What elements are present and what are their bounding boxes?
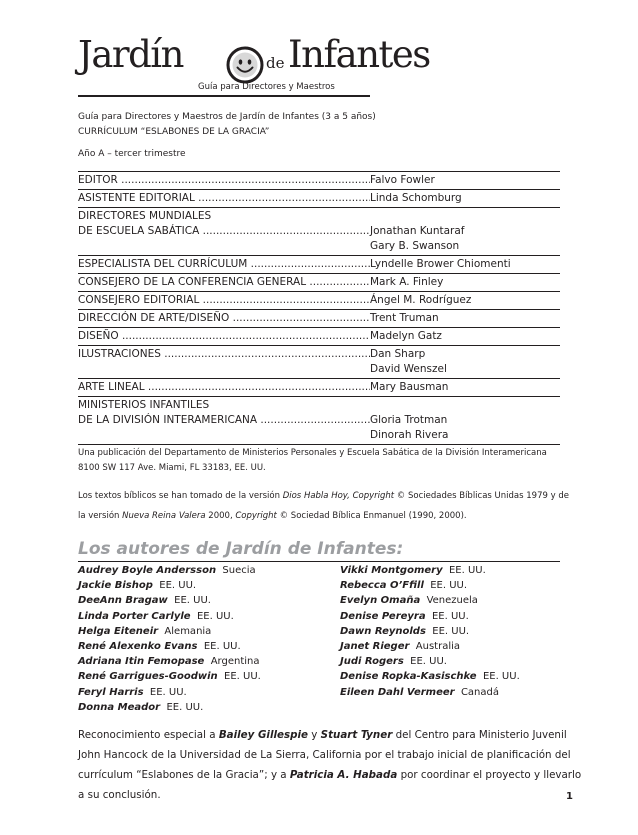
staff-role: EDITOR ..... — [78, 173, 370, 188]
divider — [78, 207, 560, 208]
author-country: Alemania — [164, 625, 212, 637]
publication-line: Una publicación del Departamento de Ministerios Personales y Escuela Sabática de la División Interamericana — [78, 448, 547, 458]
note-italic: Nueva Reina Valera — [122, 511, 206, 521]
logo-text-de: de — [266, 54, 285, 72]
staff-name: Linda Schomburg — [370, 192, 462, 204]
author-entry — [78, 700, 261, 715]
author-entry — [78, 669, 261, 684]
author-country: EE. UU. — [448, 565, 486, 576]
note-text: Los textos bíblicos se han tomado de la versión — [78, 491, 283, 501]
author-country: EE. UU. — [174, 595, 211, 607]
author-country: EE. UU. — [159, 580, 197, 592]
divider — [78, 309, 560, 310]
staff-name: Trent Truman — [370, 312, 439, 324]
staff-role-line: MINISTERIOS INFANTILES — [78, 399, 210, 411]
author-country: EE. UU. — [203, 641, 241, 653]
staff-name: Gloria Trotman — [370, 414, 448, 426]
author-entry — [78, 685, 261, 700]
staff-name: Madelyn Gatz — [370, 330, 442, 342]
ack-text: del Centro para Ministerio Juvenil John Hancock de la Universidad de La Sierra, California por el trabajo inicial de planificación del currículum “Eslabones de la Gracia”; y a — [78, 729, 571, 781]
authors-heading: Los autores de Jardín de Infantes: — [78, 539, 404, 559]
author-country: Argentina — [210, 656, 260, 668]
author-name: Linda Porter Carlyle — [78, 610, 191, 622]
acknowledgement-paragraph — [78, 725, 583, 805]
staff-row-line-art — [78, 380, 560, 395]
ack-text: Reconocimiento especial a — [78, 729, 219, 741]
author-name: René Alexenko Evans — [78, 641, 198, 653]
staff-name: Gary B. Swanson — [370, 240, 460, 252]
author-entry — [78, 654, 261, 669]
author-name: Donna Meador — [78, 701, 161, 713]
divider — [78, 444, 560, 445]
note-text: 2000, — [205, 511, 236, 521]
divider — [78, 396, 560, 397]
author-entry — [78, 593, 261, 608]
divider — [78, 255, 560, 256]
author-country: EE. UU. — [166, 701, 204, 713]
author-country: EE. UU. — [431, 610, 469, 622]
ack-name: Stuart Tyner — [320, 729, 393, 741]
staff-role: ESPECIALISTA DEL CURRÍCULUM ..... — [78, 257, 370, 272]
publication-info — [78, 446, 547, 476]
author-entry — [340, 639, 520, 654]
author-country: EE. UU. — [149, 686, 187, 698]
note-text: © Sociedades Bíblicas Unidas 1979 y de la versión — [78, 491, 569, 521]
divider — [78, 189, 560, 190]
staff-name: Jonathan Kuntaraf — [370, 225, 465, 237]
author-name: Judi Rogers — [340, 656, 404, 668]
divider — [78, 291, 560, 292]
author-entry — [78, 563, 261, 578]
staff-name: Mary Bausman — [370, 381, 449, 393]
staff-role: ASISTENTE EDITORIAL ..... — [78, 191, 370, 206]
staff-row-illustrations — [78, 347, 560, 377]
logo-text-jardin: Jardín — [78, 33, 183, 76]
magazine-header — [78, 32, 430, 104]
staff-role: DIRECCIÓN DE ARTE/DISEÑO ..... — [78, 311, 370, 326]
author-name: Rebecca O’Ffill — [340, 580, 424, 592]
author-entry — [340, 563, 520, 578]
author-country: Canadá — [460, 686, 499, 698]
divider — [78, 345, 560, 346]
quarter-label: Año A – tercer trimestre — [78, 149, 186, 159]
author-country: EE. UU. — [224, 671, 261, 683]
author-entry — [78, 578, 261, 593]
authors-list-right — [340, 563, 520, 700]
staff-name: Ángel M. Rodríguez — [370, 294, 472, 306]
publication-address: 8100 SW 117 Ave. Miami, FL 33183, EE. UU. — [78, 463, 266, 473]
author-name: Adriana Itin Femopase — [78, 656, 205, 668]
staff-credits — [78, 170, 560, 446]
divider — [78, 327, 560, 328]
author-country: EE. UU. — [432, 625, 470, 637]
author-country: Suecia — [222, 565, 256, 576]
staff-role: DE LA DIVISIÓN INTERAMERICANA ..... — [78, 413, 370, 428]
staff-role-line: DIRECTORES MUNDIALES — [78, 210, 212, 222]
staff-role: ARTE LINEAL ..... — [78, 380, 370, 395]
staff-row-gc-advisor — [78, 275, 560, 290]
staff-name: David Wenszel — [370, 363, 447, 375]
staff-name: Falvo Fowler — [370, 174, 435, 186]
author-country: EE. UU. — [196, 610, 234, 622]
divider — [78, 171, 560, 172]
guide-title: Guía para Directores y Maestros de Jardín de Infantes (3 a 5 años) — [78, 112, 376, 122]
author-entry — [340, 578, 520, 593]
note-italic: Dios Habla Hoy, Copyright — [282, 491, 395, 501]
author-name: Vikki Montgomery — [340, 565, 443, 576]
smiley-face-logo-icon — [225, 45, 265, 85]
author-name: Denise Ropka-Kasischke — [340, 671, 477, 683]
author-entry — [78, 609, 261, 624]
staff-row-assistant-editor — [78, 191, 560, 206]
author-name: Eileen Dahl Vermeer — [340, 686, 455, 698]
author-name: Audrey Boyle Andersson — [78, 565, 217, 576]
bible-versions-note — [78, 486, 578, 526]
staff-role: ILUSTRACIONES ..... — [78, 347, 370, 362]
staff-role: CONSEJERO EDITORIAL ..... — [78, 293, 370, 308]
page-number: 1 — [566, 791, 573, 802]
staff-role: CONSEJERO DE LA CONFERENCIA GENERAL ..... — [78, 275, 370, 290]
author-name: Evelyn Omaña — [340, 595, 421, 607]
divider — [78, 378, 560, 379]
author-name: Denise Pereyra — [340, 610, 426, 622]
staff-name: Lyndelle Brower Chiomenti — [370, 258, 511, 270]
author-entry — [340, 609, 520, 624]
staff-row-editorial-advisor — [78, 293, 560, 308]
author-name: Dawn Reynolds — [340, 625, 426, 637]
author-country: Venezuela — [426, 595, 478, 607]
note-text: © Sociedad Bíblica Enmanuel (1990, 2000). — [276, 511, 467, 521]
author-country: EE. UU. — [410, 656, 447, 668]
ack-text: y — [308, 729, 321, 741]
header-subtitle: Guía para Directores y Maestros — [198, 82, 335, 92]
staff-row-curriculum-specialist — [78, 257, 560, 272]
staff-row-design — [78, 329, 560, 344]
logo-text-infantes: Infantes — [288, 33, 430, 76]
author-country: Australia — [415, 641, 461, 653]
author-entry — [340, 685, 520, 700]
staff-row-editor — [78, 173, 560, 188]
author-entry — [340, 624, 520, 639]
staff-name: Dinorah Rivera — [370, 429, 449, 441]
staff-row-world-directors — [78, 209, 560, 254]
staff-name: Dan Sharp — [370, 348, 426, 360]
author-name: Jackie Bishop — [78, 580, 153, 592]
author-name: Janet Rieger — [340, 641, 410, 653]
note-italic: Copyright — [235, 511, 277, 521]
divider — [78, 273, 560, 274]
author-name: René Garrigues-Goodwin — [78, 671, 218, 683]
divider — [78, 561, 560, 562]
author-country: EE. UU. — [482, 671, 520, 683]
staff-row-art-direction — [78, 311, 560, 326]
author-name: Helga Eiteneir — [78, 625, 159, 637]
ack-name: Patricia A. Habada — [289, 769, 398, 781]
staff-row-childrens-ministries — [78, 398, 560, 443]
author-name: DeeAnn Bragaw — [78, 595, 168, 607]
author-entry — [78, 624, 261, 639]
header-rule — [78, 95, 370, 97]
authors-list-left — [78, 563, 261, 715]
ack-name: Bailey Gillespie — [218, 729, 309, 741]
author-country: EE. UU. — [430, 580, 468, 592]
author-entry — [78, 639, 261, 654]
ack-text: por coordinar el proyecto y llevarlo a su conclusión. — [78, 769, 582, 801]
author-name: Feryl Harris — [78, 686, 144, 698]
author-entry — [340, 593, 520, 608]
staff-role: DE ESCUELA SABÁTICA ..... — [78, 224, 370, 239]
staff-name: Mark A. Finley — [370, 276, 444, 288]
staff-role: DISEÑO ..... — [78, 329, 370, 344]
author-entry — [340, 654, 520, 669]
curriculum-title: CURRÍCULUM “ESLABONES DE LA GRACIA” — [78, 127, 270, 137]
author-entry — [340, 669, 520, 684]
